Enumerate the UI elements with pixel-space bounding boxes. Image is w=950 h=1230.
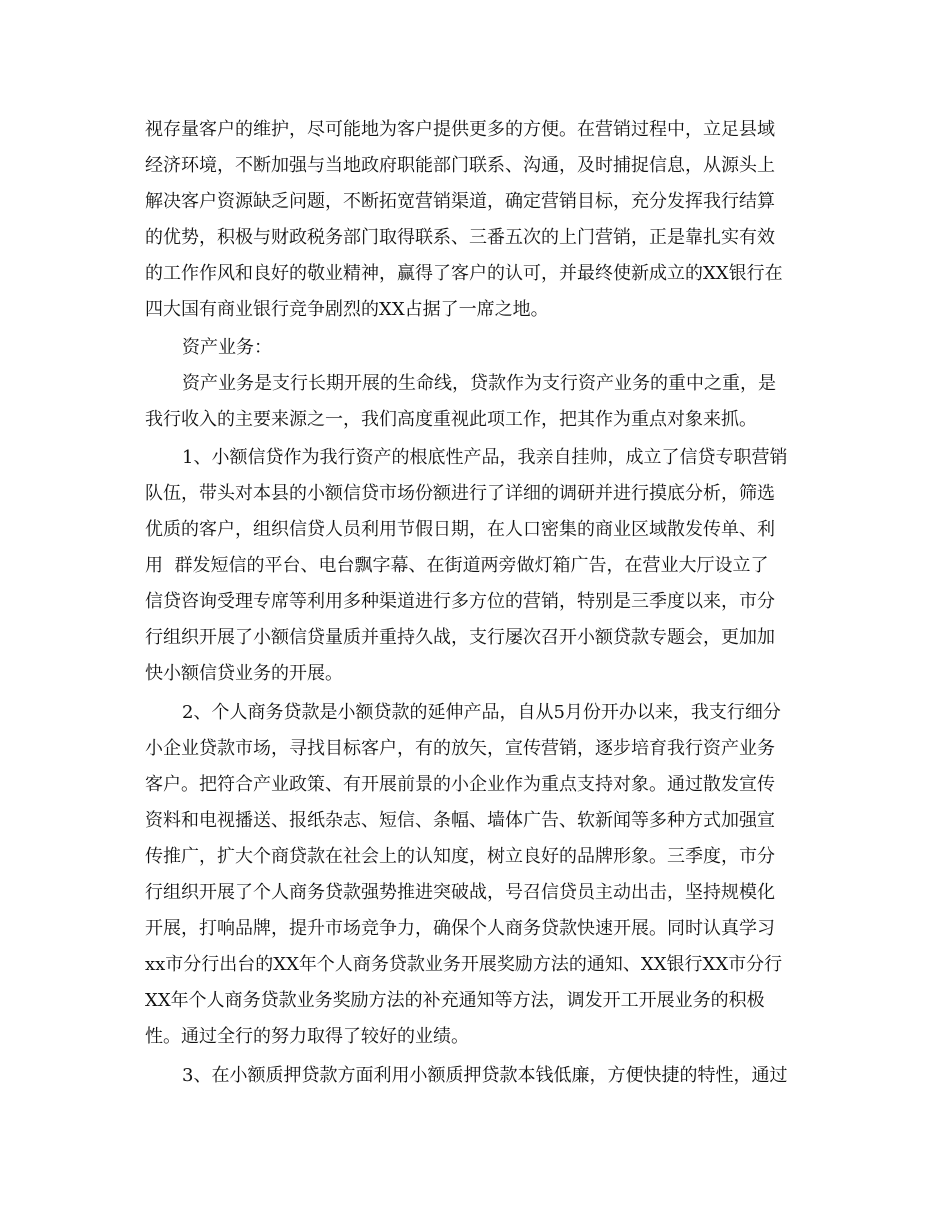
text-line: 性。通过全行的努力取得了较好的业绩。 xyxy=(145,1026,469,1047)
text-line: xx市分行出台的XX年个人商务贷款业务开展奖励方法的通知、XX银行XX市分行 xyxy=(145,954,783,975)
text-line: 的优势，积极与财政税务部门取得联系、三番五次的上门营销，正是靠扎实有效 xyxy=(145,227,775,248)
text-line: 视存量客户的维护，尽可能地为客户提供更多的方便。在营销过程中，立足县域 xyxy=(145,119,775,140)
text-line: 快小额信贷业务的开展。 xyxy=(145,663,343,684)
text-line: 行组织开展了小额信贷量质并重持久战，支行屡次召开小额贷款专题会，更加加 xyxy=(145,627,775,648)
section-heading: 资产业务： xyxy=(182,337,272,358)
text-line: 的工作作风和良好的敬业精神，赢得了客户的认可，并最终使新成立的XX银行在 xyxy=(145,263,783,284)
text-line: 我行收入的主要来源之一，我们高度重视此项工作，把其作为重点对象来抓。 xyxy=(145,409,757,430)
text-line: 3、在小额质押贷款方面利用小额质押贷款本钱低廉，方便快捷的特性，通过 xyxy=(182,1065,788,1086)
text-line: 解决客户资源缺乏问题，不断拓宽营销渠道，确定营销目标，充分发挥我行结算 xyxy=(145,191,775,212)
text-line: 开展，打响品牌，提升市场竞争力，确保个人商务贷款快速开展。同时认真学习 xyxy=(145,918,775,939)
text-line: 经济环境，不断加强与当地政府职能部门联系、沟通，及时捕捉信息，从源头上 xyxy=(145,155,775,176)
text-line: 2、个人商务贷款是小额贷款的延伸产品，自从5月份开办以来，我支行细分 xyxy=(182,702,781,723)
text-line: 资产业务是支行长期开展的生命线，贷款作为支行资产业务的重中之重，是 xyxy=(182,373,776,394)
text-line: 信贷咨询受理专席等利用多种渠道进行多方位的营销，特别是三季度以来，市分 xyxy=(145,591,775,612)
text-line: 优质的客户，组织信贷人员利用节假日期，在人口密集的商业区域散发传单、利 xyxy=(145,519,775,540)
text-line: 队伍，带头对本县的小额信贷市场份额进行了详细的调研并进行摸底分析，筛选 xyxy=(145,483,775,504)
text-line: 行组织开展了个人商务贷款强势推进突破战，号召信贷员主动出击，坚持规模化 xyxy=(145,882,775,903)
text-line: 用 群发短信的平台、电台飘字幕、在街道两旁做灯箱广告，在营业大厅设立了 xyxy=(145,555,769,576)
text-line: 小企业贷款市场，寻找目标客户，有的放矢，宣传营销，逐步培育我行资产业务 xyxy=(145,738,775,759)
text-line: XX年个人商务贷款业务奖励方法的补充通知等方法，调发开工开展业务的积极 xyxy=(145,990,765,1011)
text-line: 传推广，扩大个商贷款在社会上的认知度，树立良好的品牌形象。三季度，市分 xyxy=(145,846,775,867)
text-line: 客户。把符合产业政策、有开展前景的小企业作为重点支持对象。通过散发宣传 xyxy=(145,774,775,795)
text-line: 资料和电视播送、报纸杂志、短信、条幅、墙体广告、软新闻等多种方式加强宣 xyxy=(145,810,775,831)
text-line: 1、小额信贷作为我行资产的根底性产品，我亲自挂帅，成立了信贷专职营销 xyxy=(182,447,788,468)
text-line: 四大国有商业银行竞争剧烈的XX占据了一席之地。 xyxy=(145,299,549,320)
